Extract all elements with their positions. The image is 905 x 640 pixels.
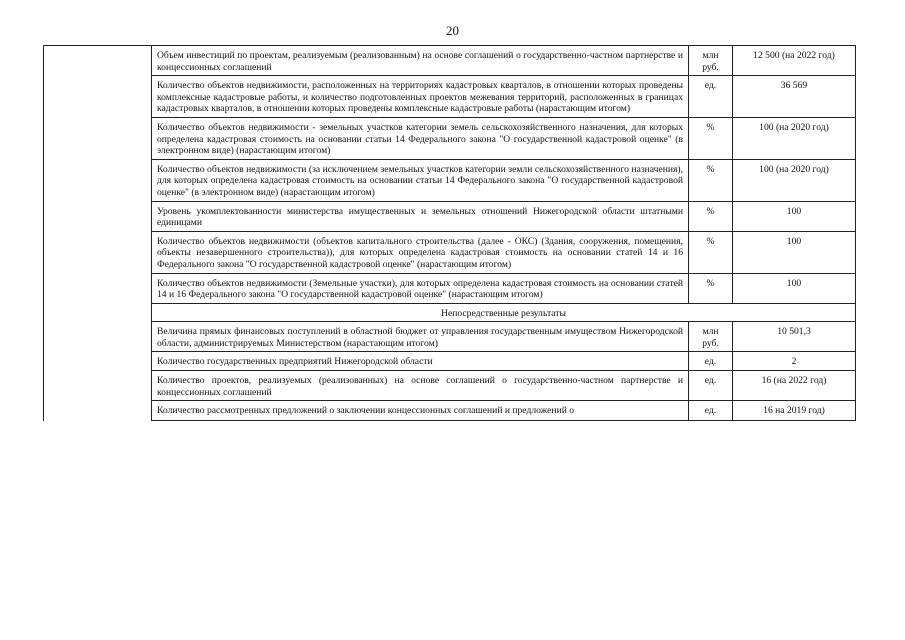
table-row bbox=[44, 231, 856, 273]
page-number: 20 bbox=[446, 23, 459, 38]
indicator-cell: Количество объектов недвижимости, расположенных на территориях кадастровых кварталов, в отношении которых проведены комплексные кадастровые работы, и количество подготовленных проектов межевания территорий, расположенных в границах кадастровых кварталов, в отношении которых проведены комплексные кадастровые работы (нарастающим итогом) bbox=[152, 76, 689, 118]
unit-cell: % bbox=[689, 159, 733, 201]
value-cell: 100 (на 2020 год) bbox=[733, 117, 856, 159]
unit-cell: % bbox=[689, 231, 733, 273]
value-cell: 16 (на 2022 год) bbox=[733, 371, 856, 401]
program-column-cell bbox=[44, 46, 152, 421]
unit-cell: ед. bbox=[689, 76, 733, 118]
value-cell: 2 bbox=[733, 352, 856, 371]
unit-cell: ед. bbox=[689, 371, 733, 401]
value-cell: 36 569 bbox=[733, 76, 856, 118]
value-cell: 100 (на 2020 год) bbox=[733, 159, 856, 201]
value-cell: 100 bbox=[733, 201, 856, 231]
table-row bbox=[44, 159, 856, 201]
indicator-cell: Количество проектов, реализуемых (реализованных) на основе соглашений о государственно-частном партнерстве и концессионных соглашений bbox=[152, 371, 689, 401]
unit-cell: млн руб. bbox=[689, 46, 733, 76]
table-row bbox=[44, 401, 856, 421]
table-row bbox=[44, 322, 856, 352]
unit-cell: ед. bbox=[689, 352, 733, 371]
value-cell: 16 на 2019 год) bbox=[733, 401, 856, 421]
table-row bbox=[44, 76, 856, 118]
indicator-cell: Количество государственных предприятий Нижегородской области bbox=[152, 352, 689, 371]
unit-cell: % bbox=[689, 117, 733, 159]
indicator-cell: Количество рассмотренных предложений о заключении концессионных соглашений и предложений о bbox=[152, 401, 689, 421]
table-row bbox=[44, 117, 856, 159]
indicator-cell: Количество объектов недвижимости (Земельные участки), для которых определена кадастровая стоимость на основании статей 14 и 16 Федерального закона "О государственной кадастровой оценке" (нарастающим итогом) bbox=[152, 273, 689, 303]
value-cell: 10 501,3 bbox=[733, 322, 856, 352]
table-row bbox=[44, 46, 856, 76]
indicator-cell: Величина прямых финансовых поступлений в областной бюджет от управления государственным имуществом Нижегородской области, администрируемых Министерством (нарастающим итогом) bbox=[152, 322, 689, 352]
indicator-cell: Объем инвестиций по проектам, реализуемым (реализованным) на основе соглашений о государственно-частном партнерстве и концессионных соглашений bbox=[152, 46, 689, 76]
indicators-table bbox=[43, 45, 856, 421]
table-row bbox=[44, 352, 856, 371]
table-row bbox=[44, 273, 856, 303]
section-header-row bbox=[44, 303, 856, 322]
indicator-cell: Количество объектов недвижимости (объектов капитального строительства (далее - ОКС) (Здания, сооружения, помещения, объекты незавершенного строительства)), для которых определена кадастровая стоимость на основании статей 14 и 16 Федерального закона "О государственной кадастровой оценке" (нарастающим итогом) bbox=[152, 231, 689, 273]
indicator-cell: Количество объектов недвижимости (за исключением земельных участков категории земли сельскохозяйственного назначения), для которых определена кадастровая стоимость на основании статьи 14 Федерального закона "О государственной кадастровой оценке" (в электронном виде) (нарастающим итогом) bbox=[152, 159, 689, 201]
indicator-cell: Уровень укомплектованности министерства имущественных и земельных отношений Нижегородской области штатными единицами bbox=[152, 201, 689, 231]
value-cell: 100 bbox=[733, 273, 856, 303]
indicator-cell: Количество объектов недвижимости - земельных участков категории земель сельскохозяйственного назначения, для которых определена кадастровая стоимость на основании статьи 14 Федерального закона "О государственной кадастровой оценке" (в электронном виде) (нарастающим итогом) bbox=[152, 117, 689, 159]
unit-cell: % bbox=[689, 273, 733, 303]
value-cell: 12 500 (на 2022 год) bbox=[733, 46, 856, 76]
unit-cell: ед. bbox=[689, 401, 733, 421]
table-row bbox=[44, 371, 856, 401]
unit-cell: % bbox=[689, 201, 733, 231]
unit-cell: млн руб. bbox=[689, 322, 733, 352]
table-row bbox=[44, 201, 856, 231]
section-title: Непосредственные результаты bbox=[152, 303, 856, 322]
value-cell: 100 bbox=[733, 231, 856, 273]
